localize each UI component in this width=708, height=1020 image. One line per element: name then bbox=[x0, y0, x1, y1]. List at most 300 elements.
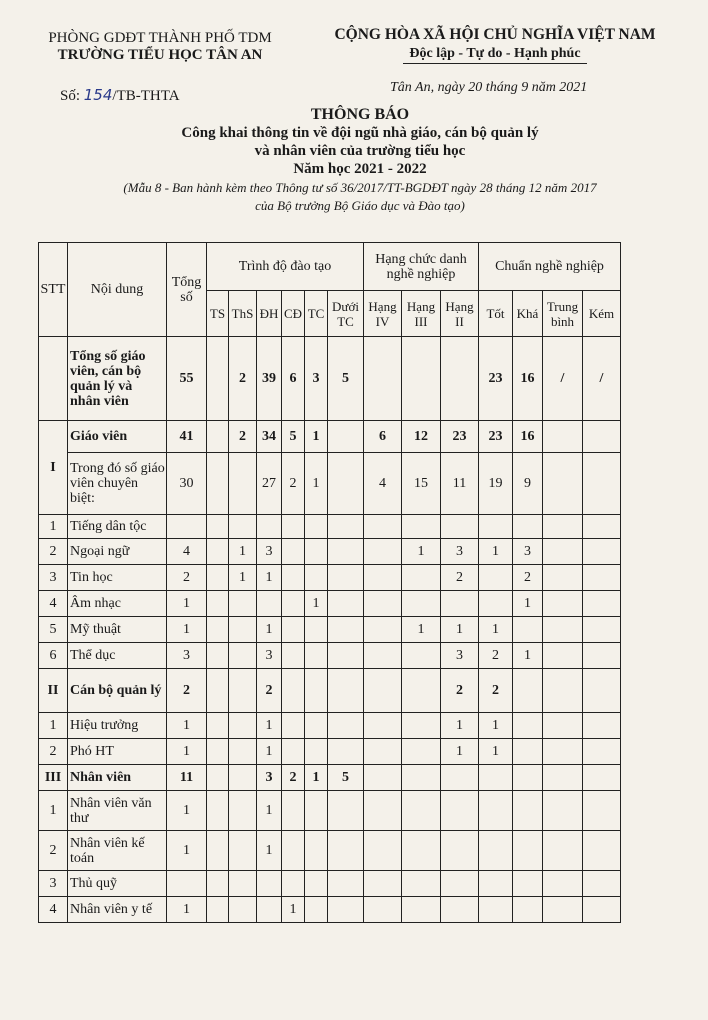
national-header bbox=[300, 26, 690, 64]
cell-tb bbox=[543, 453, 583, 515]
cell-content: Giáo viên bbox=[68, 421, 167, 453]
cell-kha: 1 bbox=[513, 643, 543, 669]
cell-stt: 4 bbox=[39, 591, 68, 617]
cell-total bbox=[167, 871, 207, 897]
cell-tot: 19 bbox=[479, 453, 513, 515]
cell-duoi bbox=[328, 871, 364, 897]
cell-ts bbox=[207, 739, 229, 765]
cell-kem bbox=[583, 539, 621, 565]
cell-tc bbox=[305, 831, 328, 871]
table-row bbox=[39, 791, 621, 831]
cell-ts bbox=[207, 713, 229, 739]
table-row bbox=[39, 669, 621, 713]
cell-tb bbox=[543, 739, 583, 765]
cell-content: Thủ quỹ bbox=[68, 871, 167, 897]
cell-content: Nhân viên kế toán bbox=[68, 831, 167, 871]
nation-name: CỘNG HÒA XÃ HỘI CHỦ NGHĨA VIỆT NAM bbox=[334, 26, 656, 43]
cell-tot bbox=[479, 831, 513, 871]
legal-note-1: (Mẫu 8 - Ban hành kèm theo Thông tư số 36/2017/TT-BGDĐT ngày 28 tháng 12 năm 2017 bbox=[123, 180, 597, 195]
header-stt: STT bbox=[39, 243, 68, 337]
table-row bbox=[39, 897, 621, 923]
table-row bbox=[39, 739, 621, 765]
cell-cd: 2 bbox=[282, 765, 305, 791]
cell-h3: 1 bbox=[402, 617, 441, 643]
cell-tb bbox=[543, 565, 583, 591]
cell-h3 bbox=[402, 337, 441, 421]
cell-cd bbox=[282, 591, 305, 617]
cell-total: 55 bbox=[167, 337, 207, 421]
cell-tb bbox=[543, 791, 583, 831]
cell-tot: 1 bbox=[479, 539, 513, 565]
cell-content: Thể dục bbox=[68, 643, 167, 669]
cell-content: Trong đó số giáo viên chuyên biệt: bbox=[68, 453, 167, 515]
cell-stt: 3 bbox=[39, 565, 68, 591]
cell-kha bbox=[513, 765, 543, 791]
table-row bbox=[39, 453, 621, 515]
cell-h2: 1 bbox=[441, 713, 479, 739]
cell-kem bbox=[583, 453, 621, 515]
cell-tot bbox=[479, 791, 513, 831]
cell-tc bbox=[305, 565, 328, 591]
doc-no-suffix: /TB-THTA bbox=[112, 88, 180, 104]
cell-h3: 12 bbox=[402, 421, 441, 453]
cell-tot bbox=[479, 765, 513, 791]
cell-stt: 1 bbox=[39, 713, 68, 739]
cell-tc: 3 bbox=[305, 337, 328, 421]
cell-dh bbox=[257, 515, 282, 539]
cell-h3 bbox=[402, 897, 441, 923]
cell-h2 bbox=[441, 591, 479, 617]
cell-total: 3 bbox=[167, 643, 207, 669]
cell-h3 bbox=[402, 831, 441, 871]
header-tot: Tốt bbox=[479, 291, 513, 337]
cell-total: 30 bbox=[167, 453, 207, 515]
cell-content: Tổng số giáo viên, cán bộ quản lý và nhân viên bbox=[68, 337, 167, 421]
cell-cd bbox=[282, 515, 305, 539]
cell-total: 4 bbox=[167, 539, 207, 565]
header-kem: Kém bbox=[583, 291, 621, 337]
cell-dh: 1 bbox=[257, 739, 282, 765]
cell-cd: 6 bbox=[282, 337, 305, 421]
cell-tb bbox=[543, 897, 583, 923]
cell-cd bbox=[282, 739, 305, 765]
table-row bbox=[39, 565, 621, 591]
cell-dh bbox=[257, 871, 282, 897]
cell-h4 bbox=[364, 337, 402, 421]
cell-duoi: 5 bbox=[328, 337, 364, 421]
cell-ths: 1 bbox=[229, 565, 257, 591]
cell-duoi: 5 bbox=[328, 765, 364, 791]
cell-total: 1 bbox=[167, 897, 207, 923]
cell-dh: 1 bbox=[257, 791, 282, 831]
cell-h2 bbox=[441, 791, 479, 831]
cell-tb bbox=[543, 871, 583, 897]
cell-dh: 1 bbox=[257, 565, 282, 591]
header-professional-standard: Chuẩn nghề nghiệp bbox=[479, 243, 621, 291]
cell-tb bbox=[543, 591, 583, 617]
cell-content: Cán bộ quản lý bbox=[68, 669, 167, 713]
cell-kem bbox=[583, 515, 621, 539]
table-row bbox=[39, 421, 621, 453]
issuer-department: PHÒNG GDĐT THÀNH PHỐ TDM bbox=[48, 30, 272, 46]
cell-tot: 23 bbox=[479, 421, 513, 453]
cell-tb bbox=[543, 765, 583, 791]
doc-title: THÔNG BÁO bbox=[310, 106, 410, 123]
cell-cd bbox=[282, 643, 305, 669]
cell-ts bbox=[207, 643, 229, 669]
cell-tot bbox=[479, 591, 513, 617]
cell-h2: 1 bbox=[441, 617, 479, 643]
cell-tb bbox=[543, 669, 583, 713]
cell-ts bbox=[207, 791, 229, 831]
table-row bbox=[39, 871, 621, 897]
cell-kem: / bbox=[583, 337, 621, 421]
cell-h3: 1 bbox=[402, 539, 441, 565]
cell-ths bbox=[229, 591, 257, 617]
cell-tot: 2 bbox=[479, 643, 513, 669]
cell-h4 bbox=[364, 515, 402, 539]
issuer-block bbox=[30, 30, 290, 64]
cell-stt: 3 bbox=[39, 871, 68, 897]
header-duoi-tc: Dưới TC bbox=[328, 291, 364, 337]
cell-tot bbox=[479, 565, 513, 591]
cell-kha: 16 bbox=[513, 337, 543, 421]
cell-h3 bbox=[402, 791, 441, 831]
cell-duoi bbox=[328, 421, 364, 453]
cell-duoi bbox=[328, 643, 364, 669]
cell-h2: 1 bbox=[441, 739, 479, 765]
cell-tb bbox=[543, 713, 583, 739]
cell-content: Mỹ thuật bbox=[68, 617, 167, 643]
cell-tc bbox=[305, 669, 328, 713]
cell-ts bbox=[207, 591, 229, 617]
cell-duoi bbox=[328, 739, 364, 765]
cell-content: Hiệu trưởng bbox=[68, 713, 167, 739]
cell-ts bbox=[207, 831, 229, 871]
cell-tc bbox=[305, 539, 328, 565]
cell-kha: 9 bbox=[513, 453, 543, 515]
cell-duoi bbox=[328, 539, 364, 565]
cell-kem bbox=[583, 617, 621, 643]
cell-tb bbox=[543, 831, 583, 871]
header-ts: TS bbox=[207, 291, 229, 337]
cell-total: 1 bbox=[167, 617, 207, 643]
cell-h4: 4 bbox=[364, 453, 402, 515]
cell-ths bbox=[229, 669, 257, 713]
cell-stt: II bbox=[39, 669, 68, 713]
cell-tc bbox=[305, 871, 328, 897]
staff-table-body bbox=[39, 337, 621, 923]
header-hang-ii: Hạng II bbox=[441, 291, 479, 337]
cell-total: 1 bbox=[167, 739, 207, 765]
cell-ths bbox=[229, 871, 257, 897]
cell-tb: / bbox=[543, 337, 583, 421]
cell-tc bbox=[305, 515, 328, 539]
cell-h2 bbox=[441, 515, 479, 539]
cell-dh: 3 bbox=[257, 643, 282, 669]
cell-kem bbox=[583, 565, 621, 591]
doc-subtitle-1: Công khai thông tin về đội ngũ nhà giáo, cán bộ quản lý bbox=[181, 125, 539, 141]
cell-h3 bbox=[402, 643, 441, 669]
cell-h4 bbox=[364, 539, 402, 565]
cell-stt: 1 bbox=[39, 515, 68, 539]
cell-total: 11 bbox=[167, 765, 207, 791]
cell-h3 bbox=[402, 739, 441, 765]
header-professional-rank: Hạng chức danh nghề nghiệp bbox=[364, 243, 479, 291]
cell-ths: 1 bbox=[229, 539, 257, 565]
cell-kha bbox=[513, 669, 543, 713]
cell-dh: 3 bbox=[257, 765, 282, 791]
cell-kha bbox=[513, 515, 543, 539]
cell-ts bbox=[207, 565, 229, 591]
cell-total: 1 bbox=[167, 591, 207, 617]
cell-total: 41 bbox=[167, 421, 207, 453]
cell-duoi bbox=[328, 669, 364, 713]
cell-tot: 1 bbox=[479, 617, 513, 643]
cell-kem bbox=[583, 831, 621, 871]
cell-kha bbox=[513, 617, 543, 643]
cell-h2: 11 bbox=[441, 453, 479, 515]
table-row bbox=[39, 713, 621, 739]
cell-stt: I bbox=[39, 421, 68, 515]
cell-kha bbox=[513, 713, 543, 739]
cell-h4 bbox=[364, 871, 402, 897]
cell-ths bbox=[229, 713, 257, 739]
cell-kha bbox=[513, 897, 543, 923]
title-block bbox=[40, 106, 680, 214]
cell-dh bbox=[257, 897, 282, 923]
header-content: Nội dung bbox=[68, 243, 167, 337]
cell-duoi bbox=[328, 453, 364, 515]
cell-h4 bbox=[364, 591, 402, 617]
cell-h2: 3 bbox=[441, 539, 479, 565]
cell-cd: 1 bbox=[282, 897, 305, 923]
cell-cd bbox=[282, 617, 305, 643]
cell-cd bbox=[282, 871, 305, 897]
cell-ts bbox=[207, 539, 229, 565]
table-row bbox=[39, 591, 621, 617]
cell-h3 bbox=[402, 591, 441, 617]
cell-h4 bbox=[364, 617, 402, 643]
cell-h3 bbox=[402, 713, 441, 739]
cell-kha: 2 bbox=[513, 565, 543, 591]
cell-ts bbox=[207, 669, 229, 713]
table-row bbox=[39, 539, 621, 565]
cell-tb bbox=[543, 617, 583, 643]
cell-tot bbox=[479, 897, 513, 923]
cell-duoi bbox=[328, 897, 364, 923]
cell-h4 bbox=[364, 713, 402, 739]
cell-cd bbox=[282, 791, 305, 831]
cell-h2: 2 bbox=[441, 565, 479, 591]
cell-ts bbox=[207, 421, 229, 453]
staff-table bbox=[38, 242, 621, 923]
cell-h3 bbox=[402, 565, 441, 591]
cell-kem bbox=[583, 739, 621, 765]
cell-kem bbox=[583, 713, 621, 739]
cell-ts bbox=[207, 515, 229, 539]
cell-ts bbox=[207, 337, 229, 421]
school-year: Năm học 2021 - 2022 bbox=[293, 161, 427, 177]
cell-kha: 16 bbox=[513, 421, 543, 453]
cell-dh bbox=[257, 591, 282, 617]
cell-tc: 1 bbox=[305, 453, 328, 515]
cell-tc bbox=[305, 643, 328, 669]
cell-stt: 5 bbox=[39, 617, 68, 643]
cell-ths bbox=[229, 617, 257, 643]
cell-dh: 3 bbox=[257, 539, 282, 565]
cell-ts bbox=[207, 897, 229, 923]
header-hang-iv: Hạng IV bbox=[364, 291, 402, 337]
header-hang-iii: Hạng III bbox=[402, 291, 441, 337]
cell-ths bbox=[229, 765, 257, 791]
cell-dh: 34 bbox=[257, 421, 282, 453]
cell-ts bbox=[207, 765, 229, 791]
document-number bbox=[60, 86, 180, 105]
cell-ts bbox=[207, 617, 229, 643]
cell-content: Phó HT bbox=[68, 739, 167, 765]
cell-tc bbox=[305, 791, 328, 831]
doc-no-label: Số: bbox=[60, 88, 81, 104]
header-dh: ĐH bbox=[257, 291, 282, 337]
cell-dh: 1 bbox=[257, 617, 282, 643]
cell-kem bbox=[583, 421, 621, 453]
cell-h2: 23 bbox=[441, 421, 479, 453]
cell-total: 2 bbox=[167, 669, 207, 713]
cell-content: Nhân viên văn thư bbox=[68, 791, 167, 831]
cell-ts bbox=[207, 871, 229, 897]
cell-kha bbox=[513, 831, 543, 871]
issue-date: Tân An, ngày 20 tháng 9 năm 2021 bbox=[390, 80, 588, 95]
cell-ths bbox=[229, 791, 257, 831]
cell-ths bbox=[229, 515, 257, 539]
cell-content: Tiếng dân tộc bbox=[68, 515, 167, 539]
cell-tc bbox=[305, 897, 328, 923]
cell-cd: 2 bbox=[282, 453, 305, 515]
table-row bbox=[39, 831, 621, 871]
cell-total: 1 bbox=[167, 831, 207, 871]
cell-stt: 2 bbox=[39, 539, 68, 565]
cell-ts bbox=[207, 453, 229, 515]
cell-ths: 2 bbox=[229, 421, 257, 453]
cell-content: Ngoại ngữ bbox=[68, 539, 167, 565]
cell-kem bbox=[583, 591, 621, 617]
cell-content: Nhân viên y tế bbox=[68, 897, 167, 923]
cell-dh: 27 bbox=[257, 453, 282, 515]
table-row bbox=[39, 515, 621, 539]
header-kha: Khá bbox=[513, 291, 543, 337]
header-tc: TC bbox=[305, 291, 328, 337]
national-motto: Độc lập - Tự do - Hạnh phúc bbox=[403, 46, 586, 64]
cell-ths bbox=[229, 643, 257, 669]
cell-duoi bbox=[328, 713, 364, 739]
table-row bbox=[39, 337, 621, 421]
cell-duoi bbox=[328, 591, 364, 617]
legal-note-2: của Bộ trưởng Bộ Giáo dục và Đào tạo) bbox=[255, 198, 465, 213]
cell-dh: 2 bbox=[257, 669, 282, 713]
cell-cd bbox=[282, 713, 305, 739]
cell-tot: 1 bbox=[479, 713, 513, 739]
header-trung-binh: Trung bình bbox=[543, 291, 583, 337]
cell-kha bbox=[513, 791, 543, 831]
cell-h3: 15 bbox=[402, 453, 441, 515]
cell-tc bbox=[305, 739, 328, 765]
cell-tc: 1 bbox=[305, 765, 328, 791]
cell-h4 bbox=[364, 765, 402, 791]
cell-ths bbox=[229, 739, 257, 765]
cell-h4 bbox=[364, 643, 402, 669]
cell-tot: 23 bbox=[479, 337, 513, 421]
cell-total bbox=[167, 515, 207, 539]
cell-h4 bbox=[364, 897, 402, 923]
cell-tb bbox=[543, 421, 583, 453]
table-row bbox=[39, 765, 621, 791]
cell-stt: 1 bbox=[39, 791, 68, 831]
cell-tot: 2 bbox=[479, 669, 513, 713]
cell-h2 bbox=[441, 897, 479, 923]
cell-h4 bbox=[364, 739, 402, 765]
cell-cd bbox=[282, 565, 305, 591]
cell-stt: 4 bbox=[39, 897, 68, 923]
cell-kem bbox=[583, 643, 621, 669]
cell-kem bbox=[583, 669, 621, 713]
table-row bbox=[39, 617, 621, 643]
cell-tb bbox=[543, 515, 583, 539]
cell-h3 bbox=[402, 515, 441, 539]
cell-kem bbox=[583, 897, 621, 923]
cell-stt: 2 bbox=[39, 831, 68, 871]
cell-h3 bbox=[402, 871, 441, 897]
cell-tb bbox=[543, 643, 583, 669]
cell-kem bbox=[583, 791, 621, 831]
cell-h2 bbox=[441, 831, 479, 871]
header-cd: CĐ bbox=[282, 291, 305, 337]
cell-tc bbox=[305, 713, 328, 739]
cell-dh: 1 bbox=[257, 831, 282, 871]
cell-dh: 39 bbox=[257, 337, 282, 421]
header-ths: ThS bbox=[229, 291, 257, 337]
cell-content: Nhân viên bbox=[68, 765, 167, 791]
cell-dh: 1 bbox=[257, 713, 282, 739]
cell-h2 bbox=[441, 765, 479, 791]
cell-kha: 1 bbox=[513, 591, 543, 617]
cell-ths bbox=[229, 897, 257, 923]
cell-tot: 1 bbox=[479, 739, 513, 765]
cell-duoi bbox=[328, 565, 364, 591]
cell-cd bbox=[282, 831, 305, 871]
cell-cd bbox=[282, 669, 305, 713]
cell-h2 bbox=[441, 337, 479, 421]
doc-no-handwritten: 154 bbox=[83, 86, 113, 104]
cell-kem bbox=[583, 871, 621, 897]
cell-stt: 6 bbox=[39, 643, 68, 669]
cell-stt bbox=[39, 337, 68, 421]
cell-tot bbox=[479, 515, 513, 539]
issuer-school: TRƯỜNG TIỂU HỌC TÂN AN bbox=[57, 47, 263, 63]
cell-total: 1 bbox=[167, 791, 207, 831]
cell-duoi bbox=[328, 617, 364, 643]
cell-kha: 3 bbox=[513, 539, 543, 565]
cell-h4 bbox=[364, 791, 402, 831]
cell-tot bbox=[479, 871, 513, 897]
table-row bbox=[39, 643, 621, 669]
cell-tc bbox=[305, 617, 328, 643]
cell-stt: III bbox=[39, 765, 68, 791]
cell-h2 bbox=[441, 871, 479, 897]
header-training-level: Trình độ đào tạo bbox=[207, 243, 364, 291]
cell-content: Âm nhạc bbox=[68, 591, 167, 617]
cell-ths: 2 bbox=[229, 337, 257, 421]
